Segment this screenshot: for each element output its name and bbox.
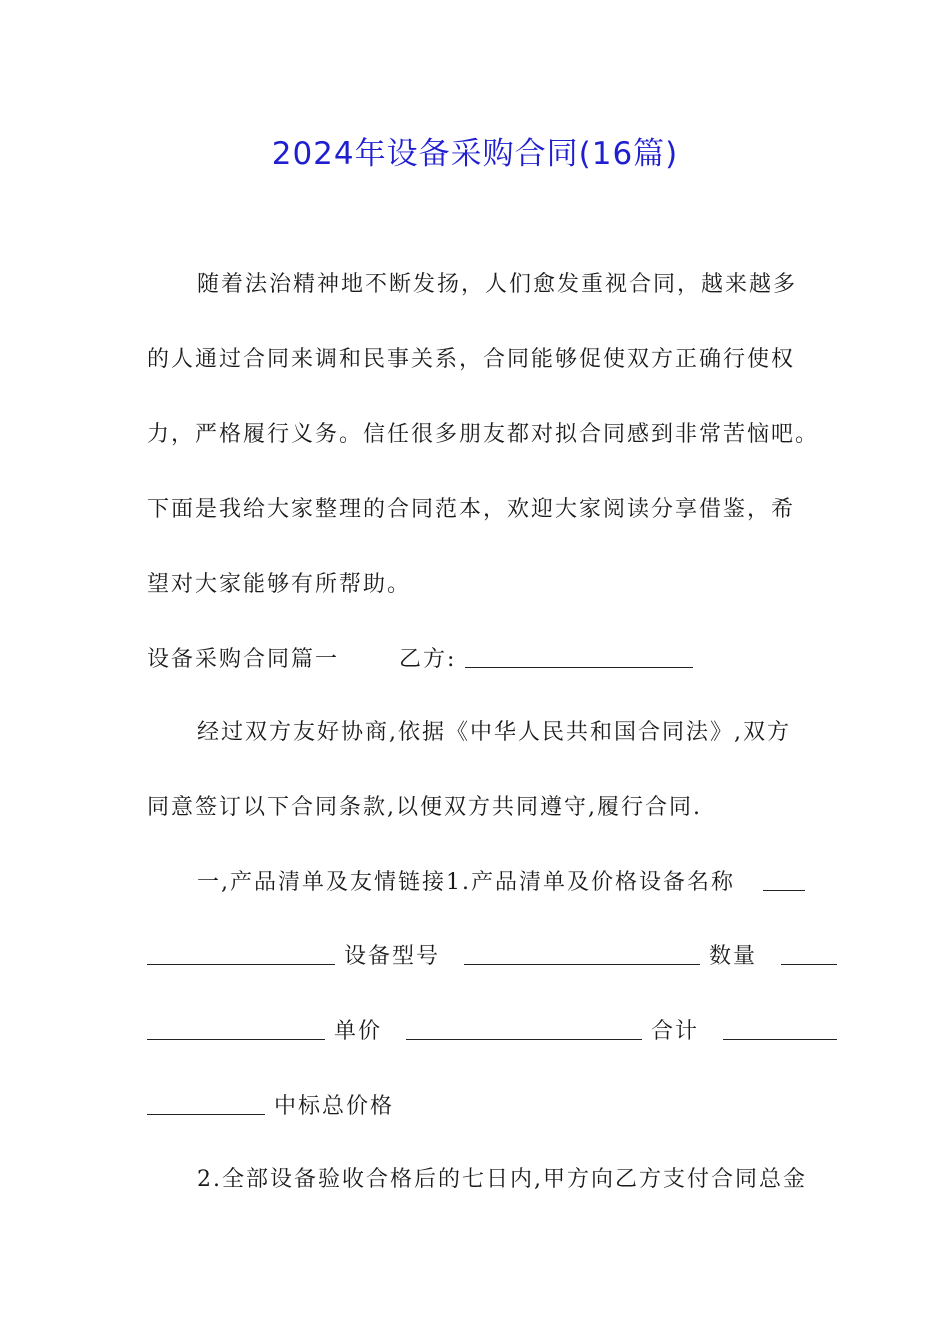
field-model-label: 设备型号 [344,944,441,969]
price-blank [406,1017,642,1040]
party-b-label: 乙方: [399,647,457,672]
name-blank-1 [763,868,805,891]
party-b-blank [465,645,693,668]
field-price-label: 单价 [334,1019,383,1044]
list1-intro-line [197,868,867,898]
section-heading-line [147,645,817,675]
field-bid-label: 中标总价格 [274,1094,395,1119]
para1-line-2: 同意签订以下合同条款,以便双方共同遵守,履行合同. [147,795,702,820]
para2-line-1: 2.全部设备验收合格后的七日内,甲方向乙方支付合同总金 [197,1167,807,1192]
qty-blank-1 [781,942,837,965]
list1-intro: 一,产品清单及友情链接1.产品清单及价格设备名称 [197,870,735,895]
field-row-bid [147,1092,817,1122]
field-total-label: 合计 [651,1019,700,1044]
name-blank-2 [147,942,335,965]
document-title: 2024年设备采购合同(16篇) [271,136,679,172]
intro-line-4: 下面是我给大家整理的合同范本，欢迎大家阅读分享借鉴，希 [147,497,796,522]
section-heading: 设备采购合同篇一 [147,647,340,672]
total-blank-1 [723,1017,837,1040]
field-row-model-qty [147,942,817,972]
field-row-price-total [147,1017,817,1047]
intro-line-5: 望对大家能够有所帮助。 [147,572,412,597]
total-blank-2 [147,1092,265,1115]
model-blank [464,942,700,965]
intro-line-3: 力，严格履行义务。信任很多朋友都对拟合同感到非常苦恼吧。 [147,422,820,447]
field-qty-label: 数量 [709,944,758,969]
qty-blank-2 [147,1017,325,1040]
para1-line-1: 经过双方友好协商,依据《中华人民共和国合同法》,双方 [197,720,791,745]
intro-line-2: 的人通过合同来调和民事关系，合同能够促使双方正确行使权 [147,347,796,372]
intro-line-1: 随着法治精神地不断发扬，人们愈发重视合同，越来越多 [197,272,798,297]
